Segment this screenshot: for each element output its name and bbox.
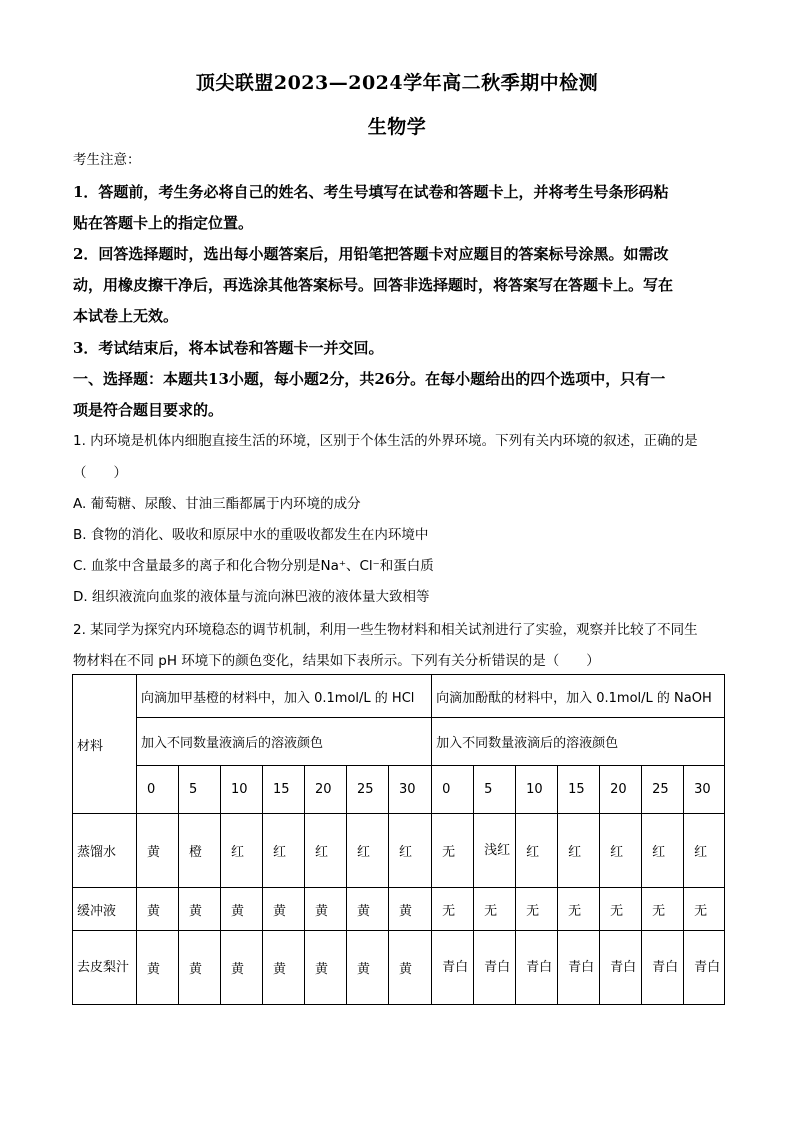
color-cell: 橙 bbox=[179, 814, 221, 888]
question-1-stem: 1. 内环境是机体内细胞直接生活的环境，区别于个体生活的外界环境。下列有关内环境的叙述，正确的是 bbox=[73, 433, 698, 449]
color-cell: 黄 bbox=[221, 931, 263, 1005]
question-2-stem: 2. 某同学为探究内环境稳态的调节机制，利用一些生物材料和相关试剂进行了实验，观察并比较了不同生 bbox=[73, 622, 698, 638]
color-cell: 青白 bbox=[558, 931, 600, 1005]
color-cell: 青白 bbox=[516, 931, 558, 1005]
option-d: D. 组织液流向血浆的液体量与流向淋巴液的液体量大致相等 bbox=[73, 589, 430, 605]
color-cell: 红 bbox=[516, 814, 558, 888]
notice-line: 动，用橡皮擦干净后，再选涂其他答案标号。回答非选择题时，将答案写在答题卡上。写在 bbox=[73, 276, 674, 294]
color-cell: 青白 bbox=[642, 931, 684, 1005]
notice-line: 3．考试结束后，将本试卷和答题卡一并交回。 bbox=[73, 339, 384, 357]
color-cell: 青白 bbox=[684, 931, 725, 1005]
drop-count: 20 bbox=[305, 766, 347, 814]
color-cell: 无 bbox=[516, 888, 558, 931]
notice-line: 本试卷上无效。 bbox=[73, 307, 179, 325]
color-cell: 黄 bbox=[221, 888, 263, 931]
color-cell: 黄 bbox=[137, 814, 179, 888]
color-cell: 黄 bbox=[263, 931, 305, 1005]
drop-count: 15 bbox=[263, 766, 305, 814]
drop-count: 30 bbox=[684, 766, 725, 814]
color-cell: 黄 bbox=[305, 888, 347, 931]
subject-title: 生物学 bbox=[367, 116, 427, 138]
option-c: C. 血浆中含量最多的离子和化合物分别是Na⁺、Cl⁻和蛋白质 bbox=[73, 558, 434, 574]
table-row bbox=[73, 814, 725, 888]
notice-line: 贴在答题卡上的指定位置。 bbox=[73, 214, 254, 232]
color-cell: 红 bbox=[558, 814, 600, 888]
question-1-stem-cont: （ ） bbox=[73, 465, 127, 481]
color-cell: 红 bbox=[221, 814, 263, 888]
drop-count: 25 bbox=[642, 766, 684, 814]
exam-title: 顶尖联盟2023—2024学年高二秋季期中检测 bbox=[195, 72, 599, 94]
color-cell: 红 bbox=[305, 814, 347, 888]
color-cell: 浅红 bbox=[474, 814, 516, 888]
drop-count: 0 bbox=[432, 766, 474, 814]
color-cell: 红 bbox=[600, 814, 642, 888]
material-header: 材料 bbox=[73, 675, 137, 814]
drop-count: 15 bbox=[558, 766, 600, 814]
naoh-sub-header: 加入不同数量液滴后的溶液颜色 bbox=[432, 718, 725, 766]
color-cell: 黄 bbox=[305, 931, 347, 1005]
drop-count: 30 bbox=[389, 766, 432, 814]
color-cell: 无 bbox=[558, 888, 600, 931]
color-cell: 黄 bbox=[179, 888, 221, 931]
hcl-group-header: 向滴加甲基橙的材料中，加入 0.1mol/L 的 HCl bbox=[137, 675, 432, 718]
color-cell: 红 bbox=[347, 814, 389, 888]
drop-count: 10 bbox=[221, 766, 263, 814]
drop-count: 5 bbox=[474, 766, 516, 814]
color-cell: 黄 bbox=[347, 931, 389, 1005]
table-row bbox=[73, 888, 725, 931]
color-cell: 无 bbox=[474, 888, 516, 931]
notice-line: 2．回答选择题时，选出每小题答案后，用铅笔把答题卡对应题目的答案标号涂黑。如需改 bbox=[73, 245, 669, 263]
drop-count: 10 bbox=[516, 766, 558, 814]
color-cell: 红 bbox=[263, 814, 305, 888]
material-name: 蒸馏水 bbox=[73, 814, 137, 888]
option-b: B. 食物的消化、吸收和原尿中水的重吸收都发生在内环境中 bbox=[73, 527, 429, 543]
color-cell: 黄 bbox=[389, 888, 432, 931]
color-cell: 黄 bbox=[179, 931, 221, 1005]
color-cell: 黄 bbox=[347, 888, 389, 931]
drop-count: 25 bbox=[347, 766, 389, 814]
color-cell: 无 bbox=[684, 888, 725, 931]
notice-line: 1．答题前，考生务必将自己的姓名、考生号填写在试卷和答题卡上，并将考生号条形码粘 bbox=[73, 183, 669, 201]
color-cell: 红 bbox=[642, 814, 684, 888]
color-cell: 黄 bbox=[137, 888, 179, 931]
color-cell: 黄 bbox=[263, 888, 305, 931]
color-cell: 青白 bbox=[432, 931, 474, 1005]
section-heading-cont: 项是符合题目要求的。 bbox=[73, 401, 224, 419]
color-cell: 黄 bbox=[137, 931, 179, 1005]
drop-count: 20 bbox=[600, 766, 642, 814]
color-cell: 无 bbox=[642, 888, 684, 931]
material-name: 缓冲液 bbox=[73, 888, 137, 931]
hcl-sub-header: 加入不同数量液滴后的溶液颜色 bbox=[137, 718, 432, 766]
question-2-stem-cont: 物材料在不同 pH 环境下的颜色变化，结果如下表所示。下列有关分析错误的是（ ） bbox=[73, 653, 600, 669]
color-cell: 青白 bbox=[474, 931, 516, 1005]
naoh-group-header: 向滴加酚酞的材料中，加入 0.1mol/L 的 NaOH bbox=[432, 675, 725, 718]
color-cell: 红 bbox=[684, 814, 725, 888]
color-cell: 无 bbox=[432, 814, 474, 888]
drop-count: 5 bbox=[179, 766, 221, 814]
notice-heading: 考生注意： bbox=[73, 152, 141, 168]
color-cell: 红 bbox=[389, 814, 432, 888]
color-cell: 黄 bbox=[389, 931, 432, 1005]
table-row bbox=[73, 931, 725, 1005]
drop-count: 0 bbox=[137, 766, 179, 814]
option-a: A. 葡萄糖、尿酸、甘油三酯都属于内环境的成分 bbox=[73, 496, 361, 512]
section-heading: 一、选择题：本题共13小题，每小题2分，共26分。在每小题给出的四个选项中，只有一 bbox=[73, 370, 666, 388]
material-name: 去皮梨汁 bbox=[73, 931, 137, 1005]
color-cell: 青白 bbox=[600, 931, 642, 1005]
color-cell: 无 bbox=[600, 888, 642, 931]
color-cell: 无 bbox=[432, 888, 474, 931]
color-result-table bbox=[72, 674, 725, 1005]
